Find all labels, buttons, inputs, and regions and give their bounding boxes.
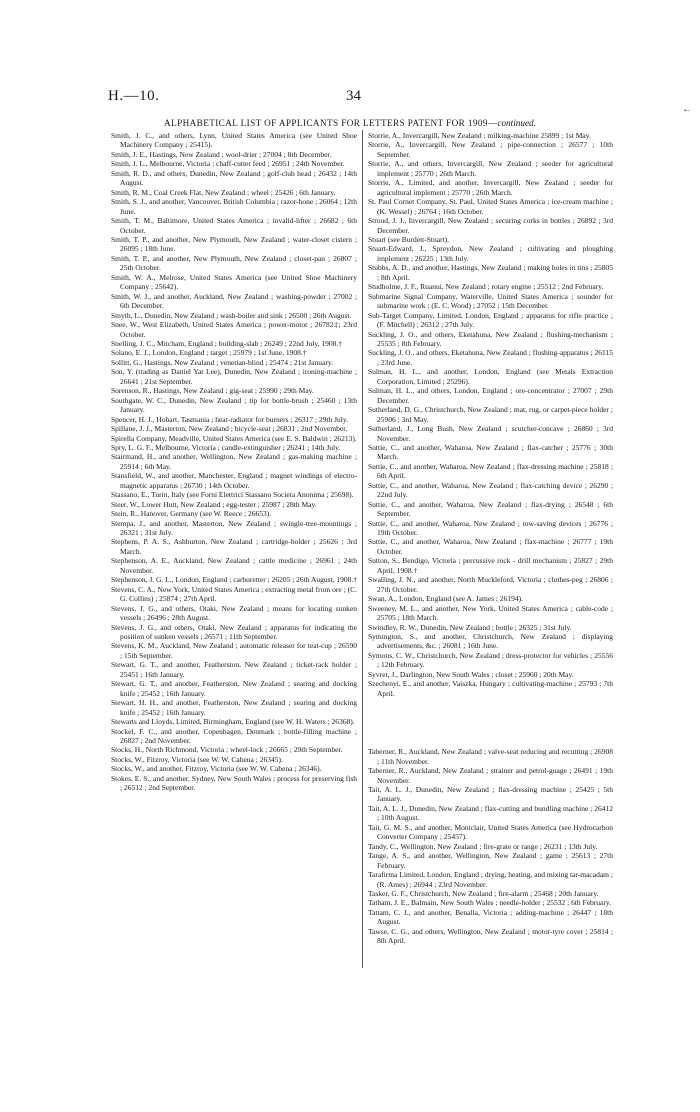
left-column [111,131,357,793]
list-entry: Smith, S. J., and another, Vancouver, British Columbia ; razor-hone ; 26064 ; 12th June. [111,197,357,216]
column-divider [362,130,363,968]
list-entry: Sub-Target Company, Limited, London, England ; apparatus for rifle practice ; (F. Mitchell) ; 26312 ; 27th July. [368,310,613,330]
list-entry: Smith, W. J., and another, Auckland, New Zealand ; washing-powder ; 27002 ; 6th December. [111,291,357,311]
list-entry: Smith, R. D., and others, Dunedin, New Zealand ; golf-club head ; 26432 ; 14th August. [111,168,357,188]
list-entry: Tait, A. L. J., Dunedin, New Zealand ; flax-dressing machine ; 25425 ; 5th January. [368,785,613,804]
list-entry: Storrie, A., Invercargill, New Zealand ; pipe-connection ; 26577 ; 10th September. [368,140,613,159]
list-entry: Stein, R., Hanover, Germany (see W. Reece ; 26653). [111,509,272,519]
page-number: 34 [346,88,361,104]
list-entry: Spencer, H. J., Hobart, Tasmania ; heat-radiator for burners ; 26317 ; 29th July. [111,414,349,424]
list-entry: Stocks, W., and another, Fitzroy, Victoria (see W. W. Cabena ; 26346). [111,764,322,774]
list-entry: Stephenson, J. G. L., London, England ; carburetter ; 26205 ; 26th August, 1908.† [111,575,358,585]
list-entry: Suttie, C., and another, Waharoa, New Zealand ; flax-machine ; 26777 ; 19th October. [368,537,613,556]
list-entry: Steer, W., Lower Hutt, New Zealand ; egg-tester ; 25987 ; 28th May. [111,499,317,509]
list-entry: Stephens, P. A. S., Ashburton, New Zealand ; cartridge-holder ; 25626 ; 3rd March. [111,537,357,556]
list-entry: Suckling, J. O., and others, Eketahuna, New Zealand ; flushing-mechanism ; 25535 ; 8th February. [368,329,613,348]
list-entry: Smith, T. P., and another, New Plymouth, New Zealand ; closet-pan ; 26807 ; 25th October. [111,253,357,273]
list-entry: Stroud, J. J., Invercargill, New Zealand ; securing corks in bottles ; 26892 ; 3rd December. [368,216,613,235]
list-entry: Stairmand, H., and another, Wellington, New Zealand ; gas-making machine ; 25914 ; 6th May. [111,452,357,471]
list-entry: Smith, J. C., and others, Lynn, United States America (see United Shoe Machinery Company ; 25415). [111,131,357,150]
list-entry: Stuart-Edward, J., Spreydon, New Zealand ; cultivating and ploughing implement ; 26225 ; 13th July. [368,244,613,263]
list-entry: Stockel, F. C., and another, Copenhagen, Denmark ; bottle-filling machine ; 26827 ; 2nd November. [111,726,357,745]
list-entry: Storrie, A., Limited, and another, Invercargill, New Zealand ; seeder for agricultural implement ; 25770 ; 26th March. [368,178,613,197]
list-entry: Symington, S., and another, Christchurch, New Zealand ; displaying advertisements, &c. ; 26081 ; 16th June. [368,632,613,651]
right-column-s-entries [368,131,613,698]
list-entry: Stevens, J. G., and others, Otaki, New Zealand ; means for locating sunken vessels ; 26496 ; 28th August. [111,603,357,623]
list-entry: Sutton, S., Bendigo, Victoria ; percussive rock - drill mechanism ; 25827 ; 29th April, 1908.† [368,556,613,575]
page-id: H.—10. [108,88,160,104]
list-entry: Sollitt, G., Hastings, New Zealand ; venetian-blind ; 25474 ; 21st January. [111,357,333,367]
list-entry: Symons, C. W., Christchurch, New Zealand ; dress-protector for vehicles ; 25556 ; 12th February. [368,650,613,670]
list-entry: Tait, A. L. J., Dunedin, New Zealand ; flax-cutting and bundling machine ; 26412 ; 10th August. [368,803,613,823]
list-entry: Szechenyi, E., and another, Vaiszka, Hungary ; cultivating-machine ; 25793 ; 7th April. [368,679,613,698]
list-entry: Spirella Company, Meadville, United States America (see E. S. Baldwin ; 26213). [111,433,357,443]
list-entry: Sulman, H. L., and another, London, England (see Metals Extraction Corporation, Limited ; 25296). [368,367,613,386]
list-entry: Stewart, G. T., and another, Featherston, New Zealand ; ticket-rack holder ; 25451 ; 16th January. [111,660,357,679]
list-entry: Tattam, C. J., and another, Benalla, Victoria ; adding-machine ; 26447 ; 18th August. [368,907,613,927]
list-entry: Smith, T. M., Baltimore, United States America ; invalid-lifter ; 26682 ; 6th October. [111,216,357,235]
list-entry: Swalling, J. N., and another, North Muckleford, Victoria ; clothes-peg ; 26806 ; 27th October. [368,575,613,594]
list-entry: Suckling, J. O., and others, Eketahuna, New Zealand ; flushing-apparatus ; 26115 ; 23rd June. [368,348,613,367]
list-entry: Stephenson, A. E., Auckland, New Zealand ; cattle medicine ; 26961 ; 24th November. [111,556,357,575]
list-entry: Snee, W., West Elizabeth, United States America ; power-motor ; 26782‡; 23rd October. [111,320,357,339]
list-heading-suffix: continued. [497,118,536,128]
section-gap [368,698,613,747]
list-entry: Stubbs, A. D., and another, Hastings, New Zealand ; making holes in tins ; 25805 ; 8th April. [368,263,613,282]
list-entry: Suttie, C., and another, Waharoa, New Zealand ; flax-drying ; 26548 ; 6th September. [368,499,613,519]
list-entry: Suttie, C., and another, Waharoa, New Zealand ; tow-saving devices ; 26776 ; 19th October. [368,518,613,538]
list-entry: Smith, T. P., and another, New Plymouth, New Zealand ; water-closet cistern ; 26095 ; 18th June. [111,234,357,254]
list-entry: Smith, R. M., Coal Creek Flat, New Zealand ; wheel ; 25426 ; 6th January. [111,187,336,197]
list-heading-title: ALPHABETICAL LIST OF APPLICANTS FOR LETTERS PATENT FOR 1909— [164,118,498,128]
list-entry: St. Paul Cornet Company, St. Paul, United States America ; ice-cream machine ; (K. Wessel) ; 26764 ; 16th October. [368,197,613,216]
list-entry: Suttie, C., and another, Waharoa, New Zealand ; flax-catcher ; 25776 ; 30th March. [368,442,613,462]
list-entry: Submarine Signal Company, Waterville, United States America ; sounder for submarine work ; (E. C. Wood) ; 27052 ; 15th December. [368,291,613,311]
list-entry: Syvret, J., Darlington, New South Wales ; closet ; 25960 ; 20th May. [368,669,574,679]
list-entry: Stewarts and Lloyds, Limited, Birmingham, England (see W. H. Waters ; 26368). [111,717,355,727]
list-entry: Southgate, W. C., Dunedin, New Zealand ; tip for bottle-brush ; 25460 ; 13th January. [111,395,357,415]
list-entry: Smith, J. L., Melbourne, Victoria ; chaff-cutter feed ; 26951 ; 24th November. [111,159,345,169]
list-entry: Stokes, E. S., and another, Sydney, New South Wales ; process for preserving fish ; 26512 ; 2nd September. [111,773,357,793]
list-entry: Suttie, C., and another, Waharoa, New Zealand ; flax-catching device ; 26290 ; 22nd July. [368,480,613,500]
list-entry: Sulman, H. L., and others, London, England ; ore-concentrator ; 27007 ; 29th December. [368,386,613,405]
list-entry: Stempa, J., and another, Masterton, New Zealand ; swingle-tree-mountings ; 26321 ; 31st July. [111,518,357,538]
list-entry: Snelling, J. C., Mitcham, England ; building-slab ; 26249 ; 22nd July, 1908.† [111,338,342,348]
list-entry: Stevens, C. A., New York, United States America ; extracting metal from ore ; (C. G. Collins) ; 25874 ; 27th April. [111,584,357,604]
list-entry: Tasker, G. F., Christchurch, New Zealand ; fire-alarm ; 25468 ; 20th January. [368,888,599,898]
list-entry: Stocks, H., North Richmond, Victoria ; wheel-lock ; 26665 ; 29th September. [111,745,343,755]
list-entry: Taberner, R., Auckland, New Zealand ; valve-seat reducing and recutting ; 26908 ; 11th November. [368,747,613,766]
right-column [368,131,613,946]
list-entry: Tait, G. M. S., and another, Montclair, United States America (see Hydrocarbon Converter Company ; 25457). [368,822,613,842]
list-entry: Smith, J. E., Hastings, New Zealand ; wool-drier ; 27004 ; 8th December. [111,149,332,159]
list-entry: Sorenson, R., Hastings, New Zealand ; gig-seat ; 25990 ; 29th May. [111,386,314,396]
list-entry: Sutherland, J., Long Bush, New Zealand ; scutcher-concave ; 26860 ; 3rd November. [368,424,613,443]
list-entry: Tange, A. S., and another, Wellington, New Zealand ; game ; 25613 ; 27th February. [368,851,613,870]
list-heading [0,118,700,128]
list-entry: Stuart (see Burdett-Stuart). [368,234,450,244]
list-entry: Tandy, C., Wellington, New Zealand ; fire-grate or range ; 26231 ; 13th July. [368,841,598,851]
edge-mark: ← [682,104,692,115]
list-entry: Son, Y. (trading as Daniel Yat Lee), Dunedin, New Zealand ; ironing-machine ; 26641 ; 21st September. [111,367,357,386]
list-entry: Spry, L. G. F., Melbourne, Victoria ; candle-extinguisher ; 26241 ; 14th July. [111,442,341,452]
list-entry: Smith, W. A., Melrose, United States America (see United Shoe Machinery Company ; 25642). [111,272,357,292]
list-entry: Solano, E. J., London, England ; target ; 25979 ; 1st June, 1908.† [111,348,307,358]
list-entry: Spillane, J. J., Masterton, New Zealand ; bicycle-seat ; 26831 ; 2nd November. [111,424,348,434]
list-entry: Stevens, J. G., and others, Otaki, New Zealand ; apparatus for indicating the position of sunken vessels ; 26571 ; 11th September. [111,622,357,642]
list-entry: Stewart, H. H., and another, Featherston, New Zealand ; searing and docking knife ; 25452 ; 16th January. [111,698,357,717]
list-entry: Storrie, A., and others, Invercargill, New Zealand ; seeder for agricultural implement ; 25770 ; 26th March. [368,159,613,178]
list-entry: Stevens, K. M., Auckland, New Zealand ; automatic releaser for teat-cup ; 26590 ; 15th September. [111,641,357,660]
list-entry: Taberner, R., Auckland, New Zealand ; strainer and petrol-guage ; 26491 ; 19th November. [368,766,613,785]
list-entry: Stocks, W., Fitzroy, Victoria (see W. W. Cabena ; 26345). [111,754,283,764]
list-entry: Tarafirma Limited, London, England ; drying, heating, and mixing tar-macadam ; (R. Ames) ; 26944 ; 23rd November. [368,870,613,889]
list-entry: Stassano, E., Turin, Italy (see Forni Elettrici Stassano Societa Anonima ; 25698). [111,490,354,500]
right-column-t-entries [368,747,613,946]
list-entry: Tawse, C. G., and others, Wellington, New Zealand ; motor-tyre cover ; 25814 ; 8th April. [368,926,613,946]
list-entry: Suttie, C., and another, Waharoa, New Zealand ; flax-dressing machine ; 25818 ; 6th April. [368,461,613,481]
list-entry: Smyth, L., Dunedin, New Zealand ; wash-boiler and sink ; 26500 ; 26th August. [111,310,352,320]
list-entry: Stansfield, W., and another, Manchester, England ; magnet windings of electro-magnetic apparatus ; 26730 ; 14th October. [111,471,357,490]
list-entry: Swindley, R. W., Dunedin, New Zealand ; bottle ; 26325 ; 31st July. [368,622,572,632]
list-entry: Tatham, J. E., Balmain, New South Wales ; needle-holder ; 25532 ; 6th February. [368,898,611,908]
list-entry: Sweeney, M. L., and another, New York, United States America ; cable-code ; 25705 ; 18th March. [368,603,613,623]
list-entry: Swan, A., London, England (see A. James ; 26194). [368,594,523,604]
list-entry: Stewart, G. T., and another, Featherston, New Zealand ; searing and docking knife ; 25452 ; 16th January. [111,679,357,698]
list-entry: Storrie, A., Invercargill, New Zealand ; milking-machine 25899 ; 1st May. [368,131,591,140]
list-entry: Studholme, J. F., Ruanui, New Zealand ; rotary engine ; 25512 ; 2nd February. [368,282,604,292]
list-entry: Sutherland, D. G., Christchurch, New Zealand ; mat, rug, or carpet-piece holder ; 25906 ; 3rd May. [368,405,613,424]
